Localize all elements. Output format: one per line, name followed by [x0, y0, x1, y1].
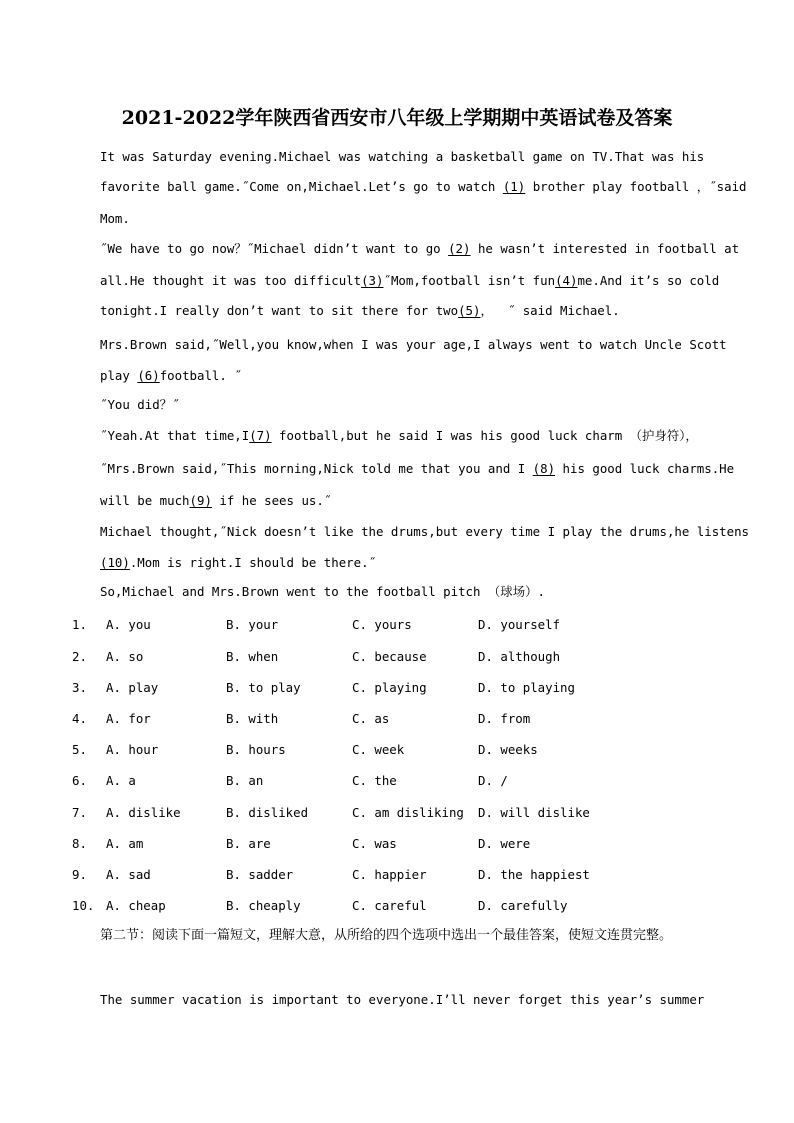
- option-b: B. your: [226, 617, 279, 632]
- question-number: 4.: [72, 711, 87, 726]
- blank-1: (1): [502, 179, 526, 194]
- question-number: 10.: [72, 898, 95, 913]
- option-d: D. were: [478, 836, 531, 851]
- blank-2: (2): [448, 241, 471, 256]
- option-b: B. to play: [226, 680, 301, 695]
- option-a: A. you: [106, 617, 151, 632]
- page-title: 2021-2022学年陕西省西安市八年级上学期期中英语试卷及答案: [121, 107, 673, 129]
- passage-line: ˝Yeah.At that time,I(7) football,but he said I was his good luck charm （护身符），: [100, 428, 698, 443]
- passage-line: The summer vacation is important to everyone.I’ll never forget this year’s summer: [100, 992, 705, 1007]
- passage-line: tonight.I really don’t want to sit there for two(5)， ˝ said Michael.: [100, 303, 620, 318]
- option-c: C. as: [352, 711, 390, 726]
- option-a: A. so: [106, 649, 144, 664]
- blank-5: (5): [458, 303, 481, 318]
- option-b: B. an: [226, 773, 264, 788]
- passage-line: Michael thought,˝Nick doesn’t like the drums,but every time I play the drums,he listens: [100, 524, 750, 539]
- passage-line: all.He thought it was too difficult(3)˝Mom,football isn’t fun(4)me.And it’s so cold: [100, 273, 720, 288]
- blank-9: (9): [189, 493, 212, 508]
- option-d: D. the happiest: [478, 867, 590, 882]
- option-b: B. when: [226, 649, 279, 664]
- option-d: D. although: [478, 649, 561, 664]
- option-d: D. to playing: [478, 680, 575, 695]
- option-d: D. /: [478, 773, 508, 788]
- question-number: 6.: [72, 773, 87, 788]
- passage-line: Mom.: [100, 211, 130, 226]
- question-number: 2.: [72, 649, 87, 664]
- blank-8: (8): [532, 461, 556, 476]
- passage-line: favorite ball game.˝Come on,Michael.Let’s go to watch (1) brother play football ，˝said: [100, 179, 747, 194]
- section-instruction: 第二节：阅读下面一篇短文，理解大意，从所给的四个选项中选出一个最佳答案，使短文连贯完整。: [100, 928, 673, 943]
- option-a: A. hour: [106, 742, 159, 757]
- option-b: B. disliked: [226, 805, 309, 820]
- passage-line: play (6)football. ˝: [100, 368, 242, 383]
- blank-4: (4): [555, 273, 578, 288]
- option-c: C. week: [352, 742, 405, 757]
- option-c: C. because: [352, 649, 427, 664]
- passage-line: ˝We have to go now？˝Michael didn’t want to go (2) he wasn’t interested in football at: [100, 241, 740, 256]
- option-b: B. with: [226, 711, 279, 726]
- option-d: D. carefully: [478, 898, 568, 913]
- passage-line: will be much(9) if he sees us.˝: [100, 493, 332, 508]
- blank-3: (3): [361, 273, 384, 288]
- passage-line: So,Michael and Mrs.Brown went to the football pitch （球场）.: [100, 584, 545, 599]
- option-a: A. for: [106, 711, 151, 726]
- question-number: 5.: [72, 742, 87, 757]
- option-a: A. a: [106, 773, 136, 788]
- option-d: D. weeks: [478, 742, 538, 757]
- option-a: A. dislike: [106, 805, 181, 820]
- passage-line: Mrs.Brown said,˝Well,you know,when I was your age,I always went to watch Uncle Scott: [100, 337, 727, 352]
- option-d: D. yourself: [478, 617, 561, 632]
- option-c: C. am disliking: [352, 805, 464, 820]
- option-a: A. am: [106, 836, 144, 851]
- option-d: D. will dislike: [478, 805, 590, 820]
- blank-7: (7): [249, 428, 272, 443]
- option-c: C. the: [352, 773, 397, 788]
- option-c: C. happier: [352, 867, 427, 882]
- option-b: B. are: [226, 836, 271, 851]
- passage-line: ˝You did？˝: [100, 397, 180, 412]
- question-number: 3.: [72, 680, 87, 695]
- option-a: A. sad: [106, 867, 151, 882]
- question-number: 8.: [72, 836, 87, 851]
- question-number: 1.: [72, 617, 87, 632]
- passage-line: (10).Mom is right.I should be there.˝: [100, 555, 377, 570]
- passage-line: It was Saturday evening.Michael was watching a basketball game on TV.That was his: [100, 149, 705, 164]
- option-a: A. cheap: [106, 898, 166, 913]
- option-d: D. from: [478, 711, 531, 726]
- option-c: C. playing: [352, 680, 427, 695]
- blank-10: (10): [100, 555, 130, 570]
- option-b: B. cheaply: [226, 898, 301, 913]
- blank-6: (6): [137, 368, 160, 383]
- option-b: B. sadder: [226, 867, 294, 882]
- option-c: C. was: [352, 836, 397, 851]
- question-number: 9.: [72, 867, 87, 882]
- passage-line: ˝Mrs.Brown said,˝This morning,Nick told me that you and I (8) his good luck charms.He: [100, 461, 735, 476]
- option-a: A. play: [106, 680, 159, 695]
- option-c: C. yours: [352, 617, 412, 632]
- question-number: 7.: [72, 805, 87, 820]
- option-c: C. careful: [352, 898, 427, 913]
- option-b: B. hours: [226, 742, 286, 757]
